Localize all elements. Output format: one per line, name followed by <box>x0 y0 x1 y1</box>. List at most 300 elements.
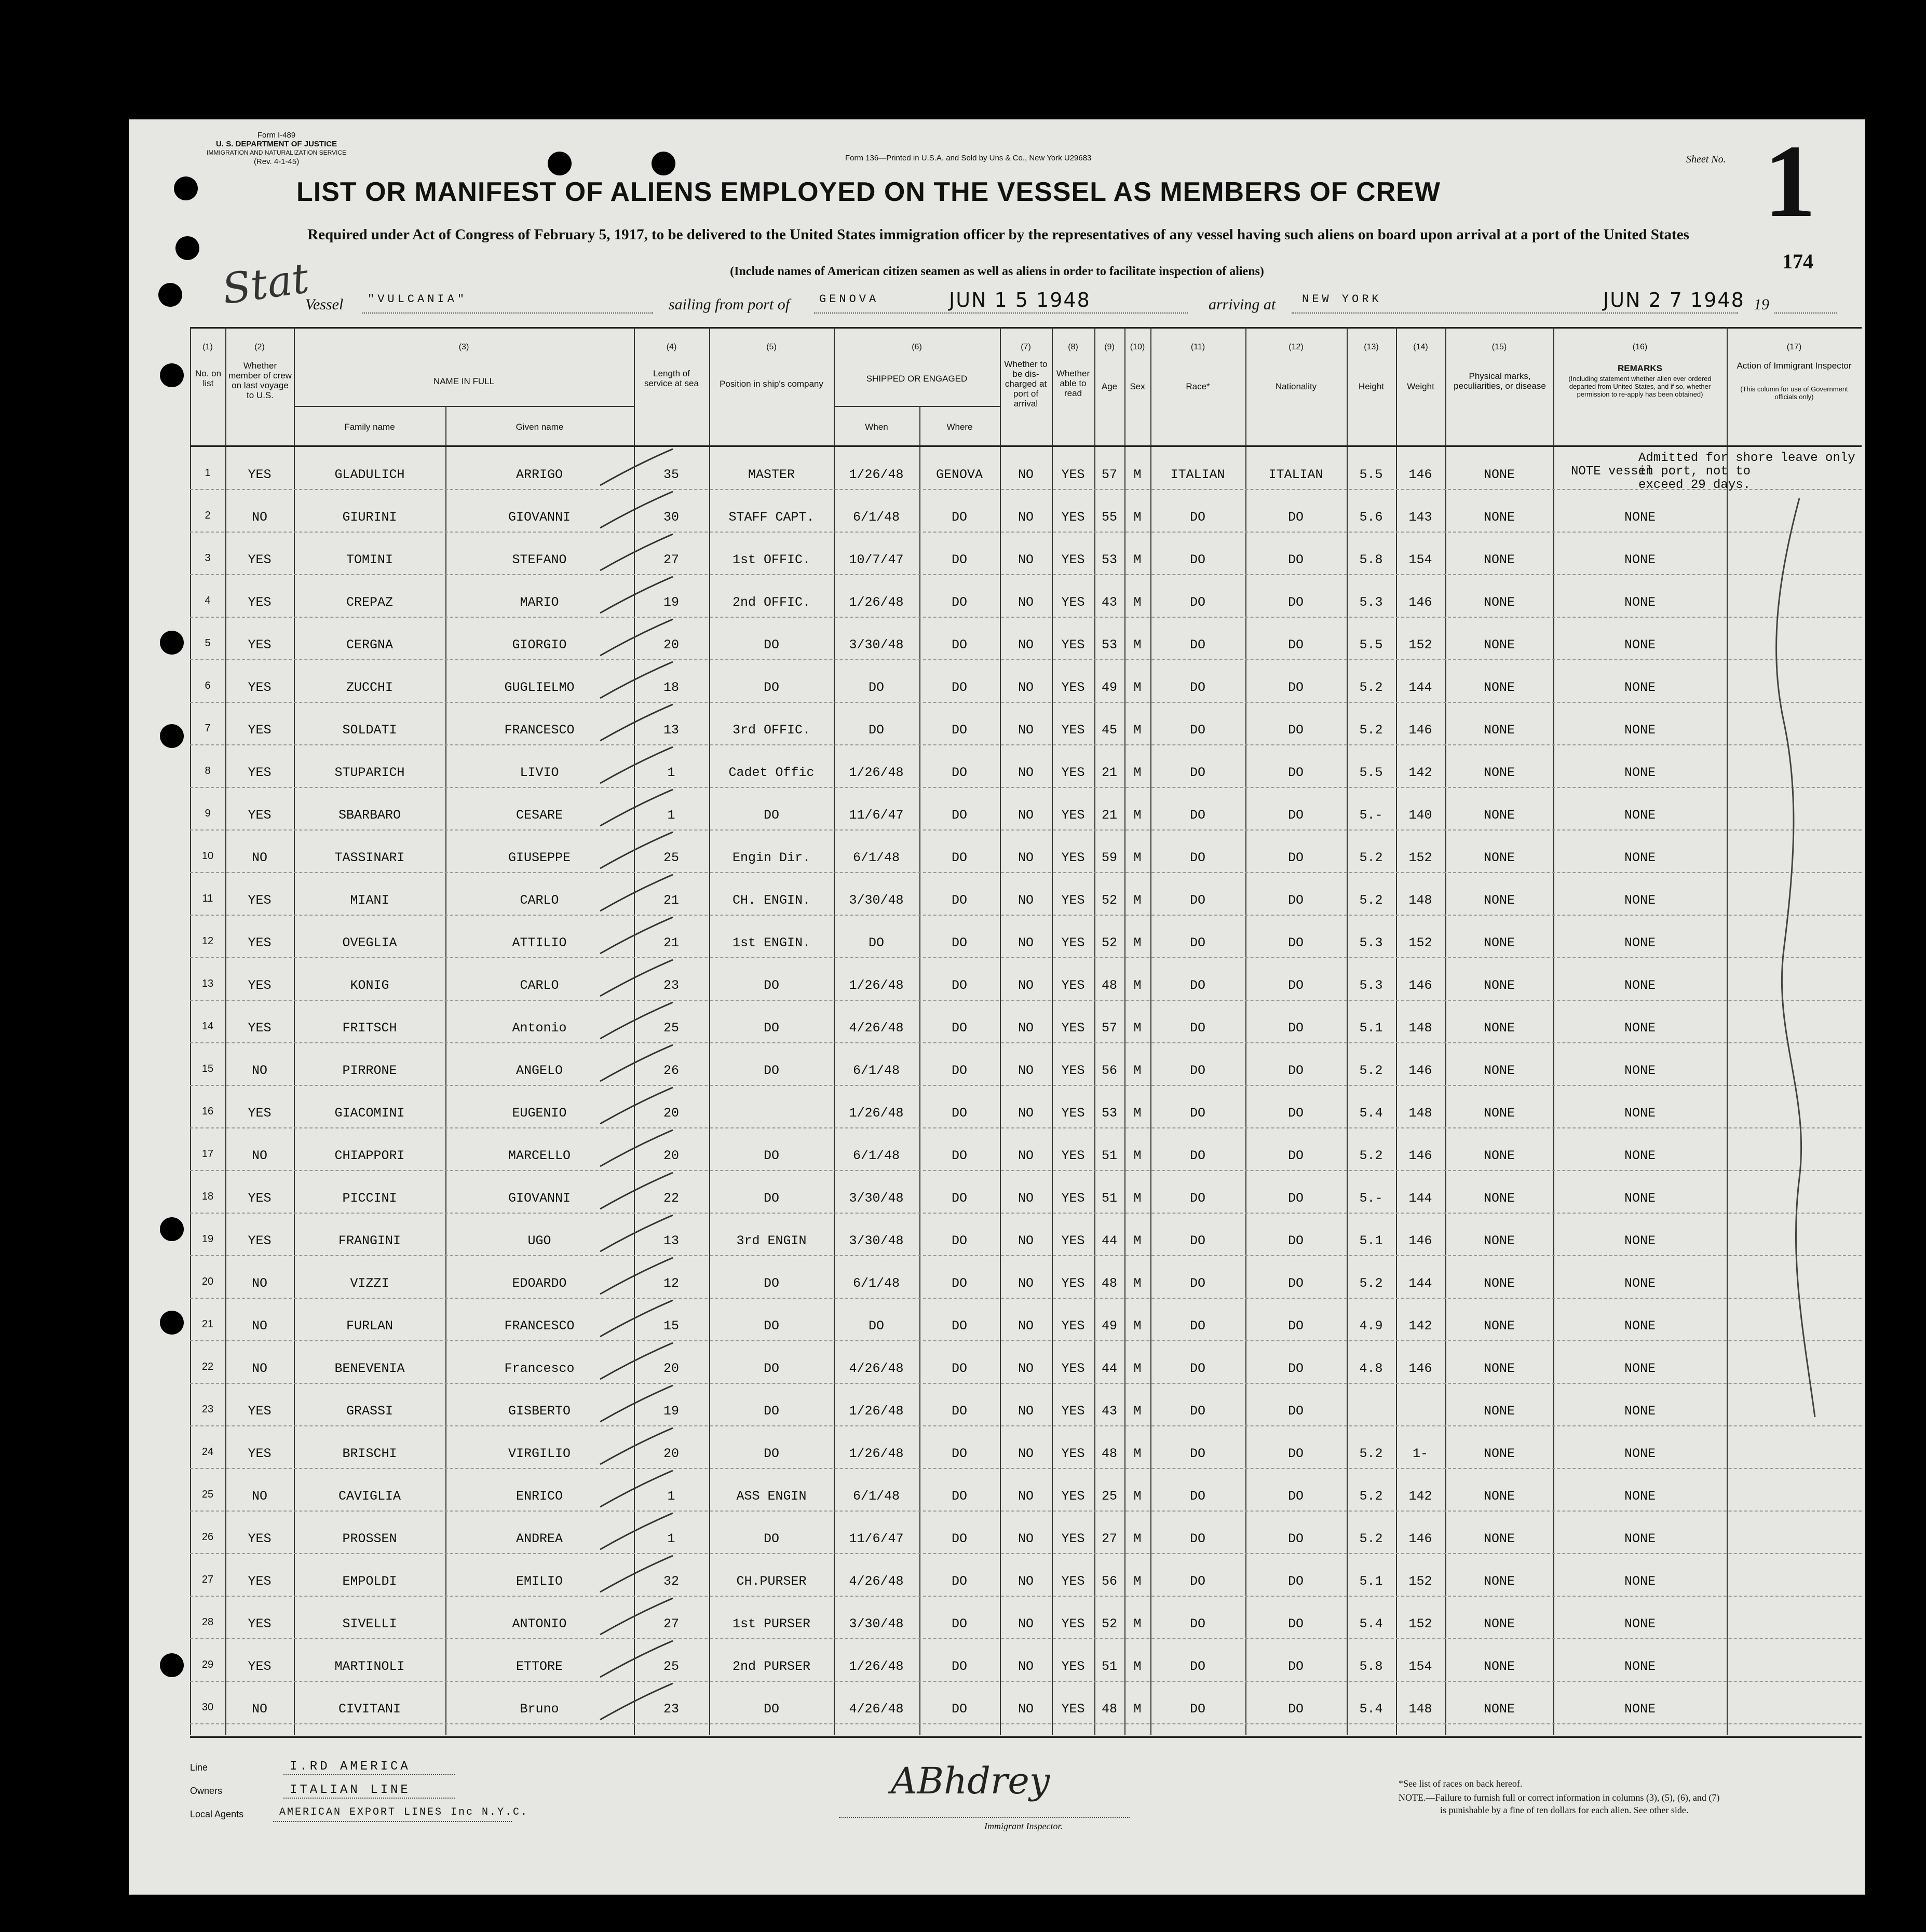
given-name: ANDREA <box>516 1531 563 1546</box>
row-number: 14 <box>201 1021 214 1032</box>
shipped-when: 3/30/48 <box>849 1233 904 1248</box>
physical-marks: NONE <box>1483 1021 1515 1036</box>
last-voyage: NO <box>251 1318 267 1334</box>
able-read: YES <box>1061 1148 1085 1163</box>
length-service: 35 <box>663 467 679 482</box>
row-number: 13 <box>201 978 214 989</box>
check-stroke <box>600 790 673 826</box>
weight: 146 <box>1408 1531 1432 1546</box>
height: 5.4 <box>1359 1106 1383 1121</box>
physical-marks: NONE <box>1483 1446 1515 1461</box>
row-number: 18 <box>201 1191 214 1202</box>
discharged: NO <box>1018 552 1034 567</box>
row-number: 22 <box>201 1361 214 1372</box>
year-label: 19 <box>1754 296 1769 313</box>
binder-hole <box>160 363 184 387</box>
remarks: NONE <box>1624 1446 1656 1461</box>
row-number: 6 <box>205 680 211 691</box>
height: 5.2 <box>1359 1489 1383 1504</box>
discharged: NO <box>1018 1191 1034 1206</box>
able-read: YES <box>1061 1361 1085 1376</box>
given-name: MARCELLO <box>508 1148 571 1163</box>
binder-hole <box>160 631 184 655</box>
position: DO <box>763 1276 779 1291</box>
remarks: NONE <box>1624 723 1656 738</box>
shipped-where: DO <box>951 1021 967 1036</box>
length-service: 18 <box>663 680 679 695</box>
remarks: NONE <box>1624 978 1656 993</box>
weight: 148 <box>1408 1702 1432 1717</box>
check-stroke <box>600 832 673 868</box>
check-stroke <box>600 1513 673 1549</box>
height: 5.2 <box>1359 1276 1383 1291</box>
length-service: 1 <box>667 765 675 780</box>
discharged: NO <box>1018 467 1034 482</box>
length-service: 26 <box>663 1063 679 1078</box>
able-read: YES <box>1061 765 1085 780</box>
given-name: FRANCESCO <box>504 1318 575 1334</box>
given-name: GIORGIO <box>512 637 567 652</box>
weight: 146 <box>1408 1148 1432 1163</box>
position: DO <box>763 680 779 695</box>
given-name: ARRIGO <box>516 467 563 482</box>
length-service: 25 <box>663 850 679 865</box>
discharged: NO <box>1018 1021 1034 1036</box>
check-stroke <box>600 1683 673 1720</box>
remarks: NONE <box>1624 1191 1656 1206</box>
form-identifier <box>207 131 346 166</box>
given-name: LIVIO <box>520 765 559 780</box>
age: 43 <box>1101 1404 1117 1419</box>
row-number: 21 <box>201 1318 214 1330</box>
family-name: TASSINARI <box>334 850 405 865</box>
remarks: NONE <box>1624 1233 1656 1248</box>
header-last-voyage: Whether member of crew on last voyage to U.S. <box>228 361 292 400</box>
able-read: YES <box>1061 1531 1085 1546</box>
header-remarks-sub: (Including statement whether alien ever ordered departed from United States, and if so, whether permission to re-apply has been obtained) <box>1568 375 1712 398</box>
shipped-where: DO <box>951 1148 967 1163</box>
height: 5.3 <box>1359 935 1383 950</box>
last-voyage: YES <box>248 467 272 482</box>
family-name: GRASSI <box>346 1404 393 1419</box>
remarks: NONE <box>1624 1318 1656 1334</box>
col-number: (4) <box>666 343 677 351</box>
position: Cadet Offic <box>728 765 815 780</box>
remarks: NONE <box>1624 1106 1656 1121</box>
sex: M <box>1133 1574 1142 1589</box>
header-given-name: Given name <box>516 422 564 432</box>
last-voyage: YES <box>248 978 272 993</box>
agents-value: AMERICAN EXPORT LINES Inc N.Y.C. <box>279 1806 529 1818</box>
owners-value: ITALIAN LINE <box>290 1783 411 1797</box>
position: 1st ENGIN. <box>732 935 811 950</box>
able-read: YES <box>1061 1106 1085 1121</box>
able-read: YES <box>1061 1063 1085 1078</box>
binder-hole <box>160 724 184 748</box>
row-number: 9 <box>205 808 211 819</box>
family-name: CIVITANI <box>338 1702 401 1717</box>
inspector-signature: ABhdrey <box>891 1760 1050 1802</box>
check-stroke <box>600 1300 673 1337</box>
length-service: 1 <box>667 1489 675 1504</box>
header-able-read: Whether able to read <box>1056 369 1090 398</box>
sex: M <box>1133 1446 1142 1461</box>
sex: M <box>1133 467 1142 482</box>
discharged: NO <box>1018 1276 1034 1291</box>
physical-marks: NONE <box>1483 552 1515 567</box>
given-name: GIOVANNI <box>508 1191 571 1206</box>
family-name: CAVIGLIA <box>338 1489 401 1504</box>
nationality: DO <box>1287 1063 1304 1078</box>
remarks: NONE <box>1624 595 1656 610</box>
shipped-when: 6/1/48 <box>852 1276 900 1291</box>
given-name: GIOVANNI <box>508 510 571 525</box>
vessel-label: Vessel <box>305 296 344 313</box>
check-stroke <box>600 1002 673 1039</box>
header-physical-marks: Physical marks, peculiarities, or disease <box>1454 371 1546 391</box>
weight: 152 <box>1408 637 1432 652</box>
shipped-when: DO <box>868 935 884 950</box>
manifest-sheet <box>129 119 1865 1895</box>
header-sex: Sex <box>1130 382 1145 391</box>
position: DO <box>763 637 779 652</box>
nationality: DO <box>1287 510 1304 525</box>
arriving-dotline <box>1292 312 1738 314</box>
weight: 144 <box>1408 1191 1432 1206</box>
discharged: NO <box>1018 1361 1034 1376</box>
position: Engin Dir. <box>732 850 811 865</box>
height: 5.2 <box>1359 893 1383 908</box>
discharged: NO <box>1018 1063 1034 1078</box>
discharged: NO <box>1018 637 1034 652</box>
weight: 154 <box>1408 1659 1432 1674</box>
remarks: NONE <box>1624 1148 1656 1163</box>
last-voyage: YES <box>248 680 272 695</box>
discharged: NO <box>1018 1446 1034 1461</box>
row-number: 28 <box>201 1616 214 1628</box>
col-number: (16) <box>1632 343 1648 351</box>
height: 5.4 <box>1359 1616 1383 1631</box>
sex: M <box>1133 1489 1142 1504</box>
family-name: KONIG <box>350 978 389 993</box>
physical-marks: NONE <box>1483 765 1515 780</box>
height: 5.2 <box>1359 1148 1383 1163</box>
last-voyage: YES <box>248 808 272 823</box>
remark-line: Admitted for shore leave only <box>1638 451 1855 465</box>
position: 3rd OFFIC. <box>732 723 811 738</box>
check-stroke <box>600 577 673 613</box>
nationality: DO <box>1287 1148 1304 1163</box>
row-number: 15 <box>201 1063 214 1074</box>
agents-label: Local Agents <box>190 1809 244 1819</box>
race: DO <box>1189 1191 1205 1206</box>
nationality: DO <box>1287 680 1304 695</box>
able-read: YES <box>1061 1021 1085 1036</box>
physical-marks: NONE <box>1483 595 1515 610</box>
position: STAFF CAPT. <box>728 510 815 525</box>
remarks: NONE <box>1624 765 1656 780</box>
family-name: BRISCHI <box>342 1446 397 1461</box>
nationality: DO <box>1287 1021 1304 1036</box>
race: DO <box>1189 1233 1205 1248</box>
shipped-when: 4/26/48 <box>849 1021 904 1036</box>
age: 51 <box>1101 1191 1117 1206</box>
age: 55 <box>1101 510 1117 525</box>
check-stroke <box>600 1598 673 1635</box>
nationality: DO <box>1287 1233 1304 1248</box>
height: 5.3 <box>1359 978 1383 993</box>
shipped-when: 6/1/48 <box>852 1148 900 1163</box>
line-dotline <box>283 1774 455 1775</box>
position: DO <box>763 978 779 993</box>
family-name: VIZZI <box>350 1276 389 1291</box>
family-name: SOLDATI <box>342 723 397 738</box>
family-name: EMPOLDI <box>342 1574 397 1589</box>
shipped-when: 10/7/47 <box>849 552 904 567</box>
height: 5.1 <box>1359 1574 1383 1589</box>
row-number: 26 <box>201 1531 214 1543</box>
arriving-label: arriving at <box>1209 296 1276 313</box>
weight: 146 <box>1408 723 1432 738</box>
header-inspector-sub: (This column for use of Government officials only) <box>1740 385 1848 401</box>
binder-hole <box>160 1217 184 1241</box>
sex: M <box>1133 1404 1142 1419</box>
inspector-wavy-line <box>1776 498 1815 1417</box>
discharged: NO <box>1018 850 1034 865</box>
physical-marks: NONE <box>1483 467 1515 482</box>
last-voyage: NO <box>251 1489 267 1504</box>
given-name: CARLO <box>520 978 559 993</box>
remarks: NONE <box>1624 1489 1656 1504</box>
physical-marks: NONE <box>1483 1276 1515 1291</box>
able-read: YES <box>1061 552 1085 567</box>
race: DO <box>1189 1063 1205 1078</box>
last-voyage: YES <box>248 1021 272 1036</box>
discharged: NO <box>1018 808 1034 823</box>
family-name: CREPAZ <box>346 595 393 610</box>
given-name: GISBERTO <box>508 1404 571 1419</box>
sex: M <box>1133 1233 1142 1248</box>
sex: M <box>1133 850 1142 865</box>
sex: M <box>1133 765 1142 780</box>
height: 4.8 <box>1359 1361 1383 1376</box>
length-service: 20 <box>663 1148 679 1163</box>
service-name: IMMIGRATION AND NATURALIZATION SERVICE <box>207 149 347 156</box>
able-read: YES <box>1061 808 1085 823</box>
able-read: YES <box>1061 680 1085 695</box>
length-service: 13 <box>663 1233 679 1248</box>
position: ASS ENGIN <box>736 1489 807 1504</box>
check-stroke <box>600 534 673 570</box>
row-number: 8 <box>205 765 211 777</box>
handwritten-stamp: Stat <box>219 253 312 314</box>
family-name: FRITSCH <box>342 1021 397 1036</box>
physical-marks: NONE <box>1483 1106 1515 1121</box>
shipped-when: 1/26/48 <box>849 595 904 610</box>
row-number: 4 <box>205 595 211 606</box>
race: DO <box>1189 1361 1205 1376</box>
family-name: MARTINOLI <box>334 1659 405 1674</box>
check-stroke <box>600 1215 673 1251</box>
discharged: NO <box>1018 893 1034 908</box>
header-discharged: Whether to be dis-charged at port of arrival <box>1004 359 1048 409</box>
height: 5.5 <box>1359 467 1383 482</box>
sex: M <box>1133 1063 1142 1078</box>
sex: M <box>1133 935 1142 950</box>
shipped-when: DO <box>868 1318 884 1334</box>
physical-marks: NONE <box>1483 1361 1515 1376</box>
able-read: YES <box>1061 723 1085 738</box>
nationality: DO <box>1287 1659 1304 1674</box>
family-name: CERGNA <box>346 637 393 652</box>
shipped-where: DO <box>951 935 967 950</box>
discharged: NO <box>1018 1659 1034 1674</box>
check-stroke <box>600 1343 673 1379</box>
manifest-footer <box>190 1760 1862 1884</box>
able-read: YES <box>1061 637 1085 652</box>
shipped-where: DO <box>951 1063 967 1078</box>
given-name: Francesco <box>504 1361 575 1376</box>
nationality: DO <box>1287 1574 1304 1589</box>
last-voyage: YES <box>248 893 272 908</box>
nationality: ITALIAN <box>1268 467 1323 482</box>
physical-marks: NONE <box>1483 893 1515 908</box>
shipped-when: 11/6/47 <box>849 808 904 823</box>
sex: M <box>1133 1318 1142 1334</box>
physical-marks: NONE <box>1483 1148 1515 1163</box>
age: 48 <box>1101 978 1117 993</box>
age: 57 <box>1101 1021 1117 1036</box>
remarks: NONE <box>1624 1616 1656 1631</box>
length-service: 20 <box>663 1446 679 1461</box>
height: 5.2 <box>1359 723 1383 738</box>
remarks: NONE <box>1624 893 1656 908</box>
nationality: DO <box>1287 552 1304 567</box>
age: 45 <box>1101 723 1117 738</box>
physical-marks: NONE <box>1483 723 1515 738</box>
shipped-when: DO <box>868 680 884 695</box>
sex: M <box>1133 978 1142 993</box>
remarks: NONE <box>1624 1276 1656 1291</box>
header-length-service: Length of service at sea <box>644 369 699 388</box>
discharged: NO <box>1018 765 1034 780</box>
nationality: DO <box>1287 850 1304 865</box>
col-number: (11) <box>1190 343 1205 351</box>
position: 1st OFFIC. <box>732 552 811 567</box>
shipped-where: DO <box>951 1489 967 1504</box>
shipped-where: DO <box>951 850 967 865</box>
discharged: NO <box>1018 680 1034 695</box>
race: DO <box>1189 1276 1205 1291</box>
position: 3rd ENGIN <box>736 1233 807 1248</box>
col-number: (5) <box>766 343 777 351</box>
family-name: TOMINI <box>346 552 393 567</box>
race: DO <box>1189 1531 1205 1546</box>
age: 53 <box>1101 1106 1117 1121</box>
race: DO <box>1189 808 1205 823</box>
sailing-date: JUN 1 5 1948 <box>949 289 1091 311</box>
nationality: DO <box>1287 723 1304 738</box>
shipped-where: DO <box>951 552 967 567</box>
discharged: NO <box>1018 1318 1034 1334</box>
height: 5.3 <box>1359 595 1383 610</box>
sex: M <box>1133 1106 1142 1121</box>
race: DO <box>1189 1616 1205 1631</box>
remarks: NONE <box>1624 510 1656 525</box>
able-read: YES <box>1061 1616 1085 1631</box>
family-name: SIVELLI <box>342 1616 397 1631</box>
length-service: 27 <box>663 552 679 567</box>
race: DO <box>1189 723 1205 738</box>
shipped-when: 6/1/48 <box>852 510 900 525</box>
position: CH.PURSER <box>736 1574 807 1589</box>
weight: 142 <box>1408 765 1432 780</box>
given-name: MARIO <box>520 595 559 610</box>
remarks: NONE <box>1624 1531 1656 1546</box>
length-service: 25 <box>663 1659 679 1674</box>
family-name: OVEGLIA <box>342 935 397 950</box>
signature-dotline <box>839 1817 1130 1818</box>
able-read: YES <box>1061 595 1085 610</box>
nationality: DO <box>1287 1276 1304 1291</box>
age: 48 <box>1101 1702 1117 1717</box>
shipped-where: DO <box>951 1106 967 1121</box>
weight: 143 <box>1408 510 1432 525</box>
length-service: 19 <box>663 1404 679 1419</box>
last-voyage: YES <box>248 637 272 652</box>
sex: M <box>1133 1702 1142 1717</box>
check-stroke <box>600 1428 673 1464</box>
shipped-when: 1/26/48 <box>849 1659 904 1674</box>
binder-hole <box>175 236 199 260</box>
nationality: DO <box>1287 1106 1304 1121</box>
row-number: 3 <box>205 552 211 564</box>
shipped-when: DO <box>868 723 884 738</box>
height: 4.9 <box>1359 1318 1383 1334</box>
sex: M <box>1133 680 1142 695</box>
row-number: 17 <box>201 1148 214 1160</box>
race: DO <box>1189 595 1205 610</box>
col-number: (7) <box>1021 343 1031 351</box>
race: ITALIAN <box>1170 467 1225 482</box>
length-service: 21 <box>663 893 679 908</box>
length-service: 19 <box>663 595 679 610</box>
header-nationality: Nationality <box>1275 382 1317 391</box>
length-service: 15 <box>663 1318 679 1334</box>
nationality: DO <box>1287 978 1304 993</box>
header-remarks: REMARKS <box>1618 363 1662 373</box>
last-voyage: NO <box>251 1702 267 1717</box>
shipped-where: DO <box>951 510 967 525</box>
physical-marks: NONE <box>1483 1191 1515 1206</box>
vessel-dotline <box>362 312 653 314</box>
age: 51 <box>1101 1148 1117 1163</box>
shipped-when: 1/26/48 <box>849 978 904 993</box>
shipped-where: DO <box>951 1318 967 1334</box>
shipped-when: 6/1/48 <box>852 1063 900 1078</box>
nationality: DO <box>1287 1446 1304 1461</box>
sex: M <box>1133 1021 1142 1036</box>
family-name: CHIAPPORI <box>334 1148 405 1163</box>
owners-dotline <box>283 1798 455 1799</box>
col-number: (17) <box>1786 343 1802 351</box>
age: 57 <box>1101 467 1117 482</box>
weight: 142 <box>1408 1489 1432 1504</box>
shipped-where: GENOVA <box>935 467 983 482</box>
length-service: 20 <box>663 1361 679 1376</box>
form-revision: (Rev. 4-1-45) <box>253 157 300 166</box>
check-stroke <box>600 619 673 656</box>
